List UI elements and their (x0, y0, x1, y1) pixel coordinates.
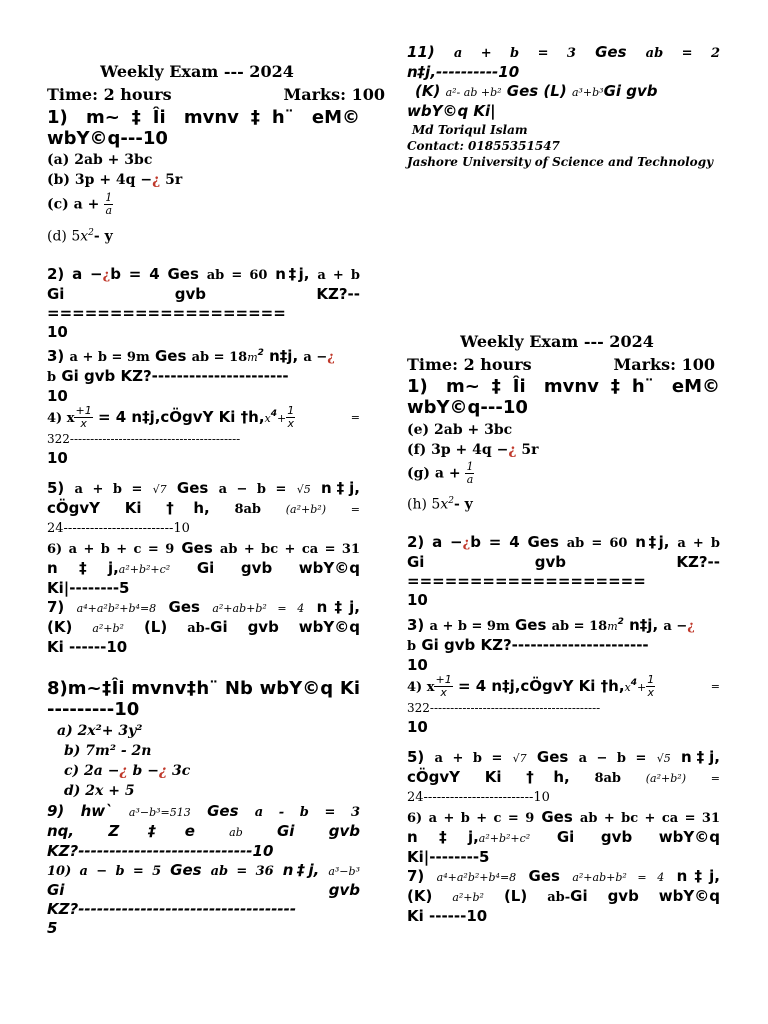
q11 (407, 43, 720, 121)
q-text: a³+b³ (571, 86, 604, 99)
q-text: √7 (152, 483, 167, 496)
q10-line4: 5 (47, 919, 58, 937)
exam-title-2: Weekly Exam --- 2024 (460, 332, 654, 351)
q8-option-a: a) 2x²+ 3y² (57, 723, 143, 739)
glyph-marker: ¿ (508, 442, 517, 458)
q-text: n‡j, (407, 828, 479, 846)
q-text: a²+b²+c² (118, 563, 171, 576)
q-text: 9) hw` (47, 802, 113, 820)
q3-right-line1 (407, 613, 720, 636)
q-text: a³−b³=513 (128, 806, 191, 819)
q-text: Gi gvb wbY©q (556, 828, 720, 846)
q-text: †h, (166, 499, 210, 517)
q-text: 8ab (234, 502, 262, 517)
q-text: Gi gvb wbY©q (210, 618, 360, 636)
q3-right-line3: 10 (407, 656, 428, 674)
q9-line2 (47, 822, 360, 842)
q-text: (K) (47, 618, 73, 636)
q-text: a − b = (218, 482, 287, 497)
q-text: a²+b² (452, 891, 484, 904)
q-text: Ges (168, 598, 200, 616)
author-university: Jashore University of Science and Technology (407, 155, 714, 169)
fraction (286, 405, 295, 430)
q-text: n‡j, (629, 616, 659, 634)
q2-line4: 10 (47, 323, 68, 341)
q-text: Gi gvb wbY©q (570, 887, 720, 905)
q-text: a + b (317, 268, 360, 283)
glyph-marker: ¿ (687, 619, 695, 634)
q-text: a + b = (434, 751, 503, 766)
q4-right-line1-left (407, 674, 655, 699)
q4-line3: 10 (47, 449, 68, 467)
q3-right-line2 (407, 636, 720, 656)
q5-line2 (47, 499, 360, 519)
glyph-marker: ¿ (462, 536, 471, 551)
q9 (47, 802, 360, 861)
q-text: ab + bc + ca = 31 (579, 811, 720, 826)
exam-time: Time: 2 hours (47, 85, 172, 104)
time-marks-row-2 (407, 355, 715, 374)
q2-right (407, 533, 720, 610)
fraction (104, 192, 113, 217)
q-text: √5 (656, 752, 671, 765)
q-text: 3) (47, 347, 65, 365)
option-text: - y (93, 228, 113, 245)
q-text: Ges (527, 533, 559, 551)
q-text: (a²+b²) (285, 503, 326, 516)
q2-right-line4: 10 (407, 591, 428, 609)
q-text: 5) (47, 479, 65, 497)
option-label: (e) (407, 422, 430, 438)
q-text: b = 4 (110, 265, 160, 283)
q11-line1 (407, 43, 720, 63)
option-text: 2ab + 3bc (434, 422, 513, 438)
q-text: n‡j, (275, 265, 310, 283)
q-text: Gi (277, 822, 295, 840)
author-contact: Contact: 01855351547 (407, 139, 560, 153)
q5-line1 (47, 479, 360, 499)
q11-line2: n‡j,----------10 (407, 63, 520, 81)
q-text: nq, (47, 822, 75, 840)
q7-line3: Ki ------10 (47, 638, 128, 656)
q-text: a + b = 9m (69, 350, 150, 365)
variable: x (624, 681, 631, 694)
q7-line2 (47, 618, 360, 638)
q-text: Z‡e (108, 822, 195, 840)
q-text: Ges (170, 861, 202, 879)
q5-right-line3 (407, 788, 720, 807)
option-label: (h) (407, 496, 427, 513)
q5-right-line1 (407, 748, 720, 768)
q-text: Ki (124, 499, 142, 517)
q-text: ab + bc + ca = 31 (219, 542, 360, 557)
q-text: a⁴+a²b²+b⁴=8 (76, 602, 157, 615)
q3 (47, 344, 360, 406)
q-text: = (350, 503, 360, 516)
q-text: gvb (328, 822, 360, 840)
q-text: a − (663, 619, 688, 634)
q7 (47, 598, 360, 657)
fraction (434, 674, 452, 699)
q6 (47, 539, 360, 598)
variable: x (80, 228, 89, 245)
denominator: x (440, 686, 447, 699)
option-text: 2ab + 3bc (74, 152, 153, 168)
denominator: a (466, 473, 474, 486)
q4-right-line1 (407, 674, 720, 699)
q1-heading-text: 1) m~‡Îi mvnv‡h¨ eM© wbY©q---10 (47, 107, 360, 149)
q-text: ab = 2 (645, 46, 720, 61)
q5-line3 (47, 519, 360, 538)
q-text: a²+ab+b² = 4 (572, 871, 665, 884)
q6-line3: Ki|--------5 (47, 579, 130, 597)
q-text: √7 (512, 752, 527, 765)
q1-option-c (47, 192, 360, 217)
numerator: 1 (647, 673, 655, 686)
q-text: (a²+b²) (645, 772, 686, 785)
exponent: 2 (257, 348, 264, 358)
q-text: a²+b²+c² (478, 832, 531, 845)
q9-line1 (47, 802, 360, 822)
q-text: ab = 18 (191, 350, 248, 365)
q3-line2 (47, 367, 360, 387)
option-text: 3p + 4q − (74, 172, 153, 188)
q-text: 8ab (594, 771, 622, 786)
numerator: +1 (435, 673, 452, 686)
q5-right-line2 (407, 768, 720, 788)
exam-marks: Marks: 100 (283, 85, 385, 104)
q11-line3 (407, 82, 720, 102)
q10-line2 (47, 881, 360, 900)
q-text: Gi gvb KZ?---------------------- (421, 636, 649, 654)
q-text: a - b = 3 (254, 805, 360, 820)
q-text: a³−b³ (328, 865, 360, 878)
q2-right-line3: =================== (407, 572, 646, 590)
q-text: 4) x (47, 411, 75, 426)
q-text: √5 (296, 483, 311, 496)
q2-right-line1 (407, 533, 720, 553)
option-label: (g) (407, 465, 431, 482)
q4-right-line2: 322------------------------------------------ (407, 701, 601, 715)
q3-line1 (47, 344, 360, 367)
q5-right (407, 748, 720, 807)
option-text: - y (453, 496, 473, 513)
q-text: (L) (143, 618, 168, 636)
q-text: Ges (514, 616, 547, 634)
q7-line1 (47, 598, 360, 618)
q-text: = (710, 772, 720, 785)
q-text: Ki (484, 768, 502, 786)
denominator: x (80, 417, 87, 430)
numerator: 1 (105, 191, 113, 204)
q1-heading (47, 107, 360, 149)
exam-title: Weekly Exam --- 2024 (100, 62, 294, 81)
q-text: ab = 36 (210, 864, 274, 879)
q-text: cÖgvY (47, 499, 101, 517)
time-marks-row (47, 85, 385, 104)
q1-option-e (407, 422, 720, 438)
q11-line4: wbY©q Ki| (407, 102, 496, 120)
option-text: a + (434, 465, 461, 482)
q6-line1 (47, 539, 360, 559)
q-text: a²+b² (92, 622, 124, 635)
q8-option-b: b) 7m² - 2n (64, 743, 152, 759)
q-text: ab = 60 (206, 268, 268, 283)
q-text: n‡j, (269, 347, 299, 365)
q7-right (407, 867, 720, 926)
q-text: ab (229, 826, 243, 839)
q-text: Ges (541, 808, 573, 826)
q3-right (407, 613, 720, 675)
exponent: 4 (630, 678, 637, 688)
option-label: (c) (47, 196, 69, 213)
q1-option-d (47, 228, 360, 245)
q-text: Ges (595, 43, 627, 61)
numerator: 1 (287, 404, 295, 417)
q-text: 24-------------------------10 (47, 521, 190, 536)
q4-line1 (47, 405, 360, 430)
q-text: cÖgvY (407, 768, 461, 786)
q-text: 5) (407, 748, 425, 766)
q-text: b = 4 (470, 533, 520, 551)
glyph-marker: ¿ (102, 268, 111, 283)
denominator: a (105, 204, 112, 217)
variable: m (247, 351, 258, 364)
exponent: 2 (448, 496, 454, 506)
option-text: a + (73, 196, 100, 213)
q-text: ab- (187, 621, 211, 636)
q-text: = 4 n‡j,cÖgvY Ki †h, (97, 408, 265, 426)
variable: m (607, 620, 618, 633)
q-text: 3) (407, 616, 425, 634)
q4-line2: 322------------------------------------------ (47, 432, 241, 446)
q-text: Ges (181, 539, 213, 557)
q8-heading (47, 678, 360, 720)
q-text: Ges (154, 347, 187, 365)
q2-line1 (47, 265, 360, 285)
q-text: b − (132, 763, 159, 779)
q-text: n‡j, (47, 559, 119, 577)
q-text: Gi gvb (603, 82, 658, 100)
q-text: = 4 n‡j,cÖgvY Ki †h, (457, 677, 625, 695)
q8-option-c (64, 763, 377, 779)
glyph-marker: ¿ (327, 350, 335, 365)
q1-heading-text-2: 1) m~‡Îi mvnv‡h¨ eM© wbY©q---10 (407, 376, 720, 418)
exam-marks-2: Marks: 100 (613, 355, 715, 374)
q10-line3: KZ?----------------------------------- (47, 900, 297, 918)
option-text: 5r (521, 442, 539, 458)
q-text: 24-------------------------10 (407, 790, 550, 805)
q-text: n‡j, (316, 598, 360, 616)
q3-line3: 10 (47, 387, 68, 405)
q2-line3: =================== (47, 304, 286, 322)
q-text: Gi gvb KZ?---------------------- (61, 367, 289, 385)
q-text: 6) a + b + c = 9 (47, 542, 175, 557)
q2-line2: Gi gvb KZ?-- (47, 285, 360, 303)
q8-heading-text: 8)m~‡Îi mvnv‡h¨ Nb wbY©q Ki ---------10 (47, 678, 360, 720)
q-text: + (277, 412, 287, 425)
q-text: a − (303, 350, 328, 365)
q-text: n‡j, (676, 867, 720, 885)
q1-option-g (407, 461, 720, 486)
q-text: a + b = 3 (453, 46, 576, 61)
numerator: +1 (75, 404, 92, 417)
q-text: a + b (677, 536, 720, 551)
fraction (74, 405, 92, 430)
fraction (465, 461, 474, 486)
q-text: = (350, 411, 360, 424)
glyph-marker: ¿ (119, 763, 128, 779)
q-text: a − b = (578, 751, 647, 766)
q-text: a + b = 9m (429, 619, 510, 634)
q10-line1 (47, 861, 360, 881)
q-text: 11) (407, 43, 435, 61)
exponent: 2 (88, 228, 94, 238)
q-text: b (407, 639, 417, 654)
q5 (47, 479, 360, 538)
q6-right-line3: Ki|--------5 (407, 848, 490, 866)
q-text: c) 2a − (64, 763, 120, 779)
q-text: a⁴+a²b²+b⁴=8 (436, 871, 517, 884)
exponent: 2 (617, 617, 624, 627)
q-text: (L) (543, 82, 567, 100)
q4-right (407, 674, 720, 737)
q-text: Ges (176, 479, 209, 497)
q-text: Ges (167, 265, 199, 283)
q8-option-d: d) 2x + 5 (64, 783, 135, 799)
q-text: (L) (503, 887, 528, 905)
q6-right (407, 808, 720, 867)
option-text: 5 (431, 496, 441, 513)
q-text: n‡j, (282, 861, 320, 879)
q-text: 6) a + b + c = 9 (407, 811, 535, 826)
q-text: n‡j, (320, 479, 360, 497)
q10 (47, 861, 360, 938)
option-label: (a) (47, 152, 70, 168)
option-text: 5r (165, 172, 183, 188)
q-text: Ges (536, 748, 569, 766)
q7-right-line2 (407, 887, 720, 907)
exam-time-2: Time: 2 hours (407, 355, 532, 374)
q4-right-line3: 10 (407, 718, 428, 736)
q-text: ab = 18 (551, 619, 608, 634)
q-text: + (637, 681, 647, 694)
fraction (646, 674, 655, 699)
denominator: x (287, 417, 294, 430)
q1-heading-2 (407, 376, 720, 418)
q7-right-line3: Ki ------10 (407, 907, 488, 925)
q-text: a²- ab +b² (445, 86, 502, 99)
q-text: a + b = (74, 482, 143, 497)
q-text: n‡j, (635, 533, 670, 551)
glyph-marker: ¿ (158, 763, 168, 779)
q-text: †h, (526, 768, 570, 786)
q-text: b (47, 370, 57, 385)
q6-right-line1 (407, 808, 720, 828)
q-text: a²+ab+b² = 4 (212, 602, 305, 615)
q1-option-b (47, 172, 360, 188)
q-text: gvb (328, 881, 360, 899)
exponent: 4 (270, 409, 277, 419)
q7-right-line1 (407, 867, 720, 887)
q2-right-line2: Gi gvb KZ?-- (407, 553, 720, 571)
q-text: Ges (506, 82, 539, 100)
q1-option-a (47, 152, 360, 168)
q9-line3: KZ?----------------------------10 (47, 842, 274, 860)
q4 (47, 405, 360, 468)
q-text: (K) (415, 82, 441, 100)
option-label: (d) (47, 228, 67, 245)
numerator: 1 (466, 460, 474, 473)
q4-line1-left (47, 405, 295, 430)
glyph-marker: ¿ (152, 172, 161, 188)
author-name: Md Toriqul Islam (412, 123, 528, 137)
q1-option-h (407, 496, 720, 513)
option-label: (f) (407, 442, 427, 458)
q2 (47, 265, 360, 342)
denominator: x (647, 686, 654, 699)
q-text: = (710, 680, 720, 693)
q-text: Gi gvb wbY©q (196, 559, 360, 577)
option-label: (b) (47, 172, 71, 188)
q-text: (K) (407, 887, 433, 905)
q-text: n‡j, (680, 748, 720, 766)
q-text: 2) a − (407, 533, 463, 551)
q-text: 4) x (407, 680, 435, 695)
q-text: ab = 60 (566, 536, 628, 551)
q-text: Ges (528, 867, 560, 885)
q-text: Ges (207, 802, 239, 820)
q-text: 10) a − b = 5 (47, 864, 162, 879)
q-text: 7) (407, 867, 425, 885)
q6-right-line2 (407, 828, 720, 848)
q-text: 7) (47, 598, 65, 616)
q6-line2 (47, 559, 360, 579)
option-text: 5 (71, 228, 81, 245)
q1-option-f (407, 442, 720, 458)
q-text: 3c (172, 763, 191, 779)
option-text: 3p + 4q − (431, 442, 509, 458)
variable: x (440, 496, 449, 513)
q-text: 2) a − (47, 265, 103, 283)
q-text: ab- (547, 890, 571, 905)
q-text: Gi (47, 881, 65, 899)
variable: x (264, 412, 271, 425)
